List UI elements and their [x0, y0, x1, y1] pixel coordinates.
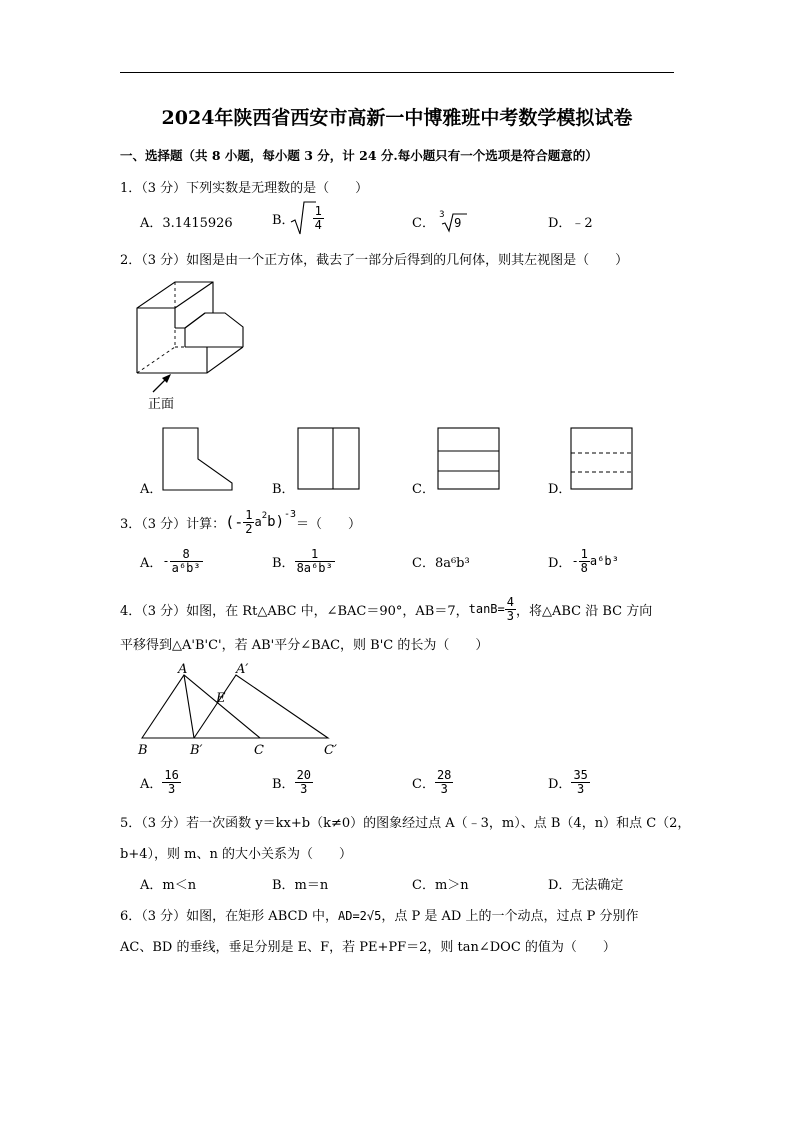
q1-cube-root	[439, 210, 469, 231]
q3-expr-num: 1	[245, 507, 253, 522]
q1-option-b-label: B．	[272, 212, 295, 228]
q4-option-c	[412, 764, 453, 800]
q3-expr-a: a	[254, 515, 262, 529]
q6-ad-expression: AD=2√5	[338, 909, 382, 923]
q1-b-numerator: 1	[314, 203, 322, 218]
q5-option-c: C．m＞n	[412, 878, 469, 893]
q1-option-c-label: C．	[412, 216, 435, 231]
q2-option-a-figure	[162, 427, 234, 491]
q4-a-num: 16	[164, 767, 179, 782]
q5-stem-line1: 5．（3 分）若一次函数 y＝kx+b（k≠0）的图象经过点 A（﹣3，m）、点 B（4，n）和点 C（2，	[120, 816, 691, 831]
q4-tan-label: tanB=	[468, 602, 505, 616]
q4-label-a-prime: A′	[236, 662, 249, 677]
q4-d-num: 35	[573, 767, 588, 782]
q4-tan-fraction	[505, 596, 516, 623]
q3-b-label: B．	[272, 555, 295, 571]
front-arrow-icon	[145, 370, 180, 395]
q4-c-label: C．	[412, 776, 435, 792]
q3-b-fraction	[295, 548, 335, 575]
sqrt-symbol	[290, 200, 316, 236]
q1-c-index: 3	[439, 210, 445, 220]
q2-option-b-label: B．	[272, 482, 295, 497]
q3-expr-b: b)	[267, 514, 284, 530]
q2-option-c-figure	[437, 427, 501, 491]
q3-expr-open: (-	[225, 513, 244, 531]
q4-label-e: E	[216, 691, 226, 706]
q2-option-b-figure	[297, 427, 361, 491]
q4-triangle-figure	[132, 660, 352, 760]
q4-tan-num: 4	[506, 594, 514, 609]
q4-b-den: 3	[295, 782, 313, 796]
q4-b-num: 20	[296, 767, 312, 782]
q1-stem: 1．（3 分）下列实数是无理数的是（ ）	[120, 181, 369, 196]
q4-label-c-prime: C′	[324, 743, 337, 758]
q6-stem-suffix: ，点 P 是 AD 上的一个动点，过点 P 分别作	[381, 909, 639, 924]
q1-option-a: A．3.1415926	[140, 216, 233, 231]
q4-a-label: A．	[140, 776, 163, 792]
q4-tan-den: 3	[506, 608, 514, 623]
q2-stem: 2．（3 分）如图是由一个正方体，截去了一部分后得到的几何体，则其左视图是（ ）	[120, 253, 629, 268]
q4-c-fraction	[435, 769, 453, 796]
q3-expr-exp2: 2	[261, 511, 268, 521]
q4-label-c: C	[254, 743, 264, 758]
q4-d-label: D．	[548, 776, 572, 792]
q5-option-b: B．m＝n	[272, 878, 329, 893]
q6-stem-line1	[120, 905, 638, 924]
q3-option-d	[548, 543, 619, 579]
q5-stem-line2: b+4），则 m、n 的大小关系为（ ）	[120, 847, 352, 862]
q4-option-b	[272, 764, 313, 800]
section-heading: 一、选择题（共 8 小题，每小题 3 分，计 24 分.每小题只有一个选项是符合题意的）	[120, 148, 598, 163]
q3-a-fraction	[170, 548, 203, 575]
q5-option-a: A．m＜n	[140, 878, 197, 893]
q3-a-label: A．	[140, 555, 163, 571]
q4-b-fraction	[295, 769, 313, 796]
q2-front-label: 正面	[148, 397, 175, 412]
q4-c-num: 28	[436, 767, 452, 782]
q3-option-b	[272, 543, 335, 579]
q3-a-den: a⁶b³	[171, 560, 201, 575]
q4-label-a: A	[178, 662, 188, 677]
q3-d-label: D．	[548, 555, 572, 571]
q3-b-den: 8a⁶b³	[296, 560, 333, 575]
q3-d-den: 8	[580, 560, 588, 575]
q3-d-num: 1	[580, 546, 588, 561]
q3-d-fraction	[579, 548, 590, 575]
q1-option-d: D．﹣2	[548, 216, 593, 231]
q3-expr-den: 2	[245, 521, 253, 536]
q4-stem-line1	[120, 592, 652, 626]
q1-b-denominator: 4	[314, 217, 322, 232]
q4-c-den: 3	[435, 782, 453, 796]
q2-option-d-label: D．	[548, 482, 572, 497]
q3-d-sign: -	[571, 554, 579, 568]
q4-d-den: 3	[571, 782, 589, 796]
q4-b-label: B．	[272, 776, 295, 792]
q3-a-sign: -	[162, 554, 170, 568]
q3-stem	[120, 507, 361, 537]
q6-stem-prefix: 6．（3 分）如图，在矩形 ABCD 中，	[120, 909, 338, 924]
page-title: 2024年陕西省西安市高新一中博雅班中考数学模拟试卷	[161, 107, 633, 129]
q4-label-b-prime: B′	[190, 743, 203, 758]
q1-option-c	[412, 212, 469, 231]
q4-option-d	[548, 764, 590, 800]
q3-stem-suffix: ＝（ ）	[296, 516, 362, 532]
q1-option-b	[272, 200, 324, 236]
q3-option-c: C．8a⁶b³	[412, 556, 470, 571]
q6-stem-line2: AC、BD 的垂线，垂足分别是 E、F，若 PE+PF＝2，则 tan∠DOC 的值为（ ）	[120, 940, 616, 955]
q2-option-c-label: C．	[412, 482, 435, 497]
header-rule	[120, 72, 674, 73]
q4-d-fraction	[571, 769, 589, 796]
q4-a-den: 3	[162, 782, 180, 796]
q4-stem-suffix: ，将△ABC 沿 BC 方向	[515, 603, 653, 619]
q2-option-d-figure	[570, 427, 634, 491]
q3-option-a	[140, 543, 203, 579]
q4-stem-line2: 平移得到△A'B'C'，若 AB'平分∠BAC，则 B'C 的长为（ ）	[120, 638, 489, 653]
q1-c-radicand: 9	[454, 216, 462, 230]
q3-expr-fraction	[243, 509, 254, 536]
q3-a-num: 8	[182, 546, 190, 561]
q3-stem-prefix: 3．（3 分）计算：	[120, 516, 226, 532]
q5-option-d: D．无法确定	[548, 878, 624, 893]
q3-expr-exp: -3	[284, 508, 297, 520]
q4-a-fraction	[162, 769, 180, 796]
q4-option-a	[140, 764, 181, 800]
q2-option-a-label: A．	[140, 482, 163, 497]
q3-b-num: 1	[311, 546, 319, 561]
q3-d-tail: a⁶b³	[589, 554, 619, 568]
q4-label-b: B	[138, 743, 148, 758]
q4-stem-prefix: 4．（3 分）如图，在 Rt△ABC 中，∠BAC＝90°，AB＝7，	[120, 603, 469, 619]
